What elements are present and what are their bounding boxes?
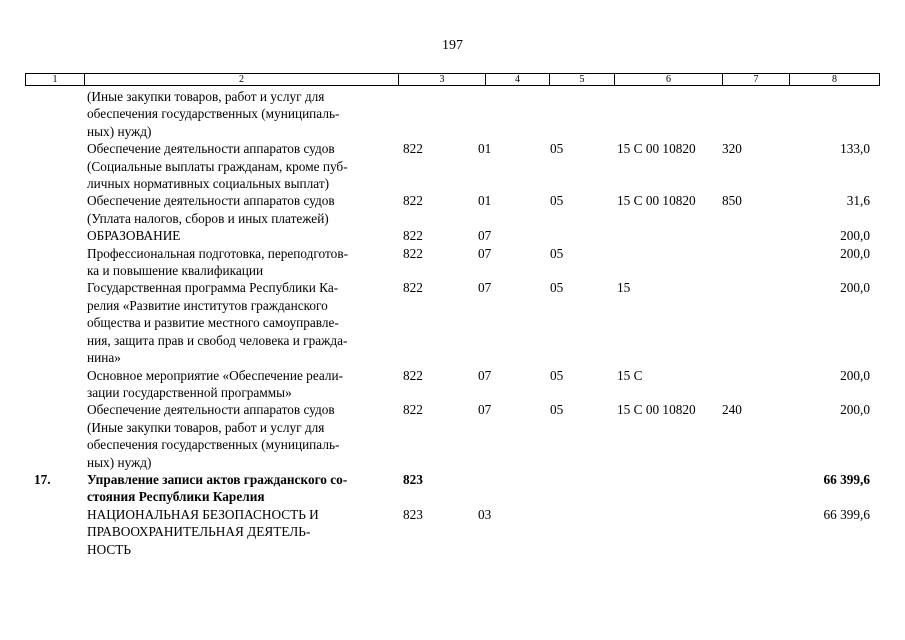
cell-expense-type: [722, 227, 788, 244]
row-name-line: Государственная программа Республики Ка-: [87, 280, 339, 296]
table-row: [25, 140, 880, 192]
cell-amount: [788, 88, 870, 140]
row-name-line: (Иные закупки товаров, работ и услуг для: [87, 89, 325, 104]
cell-target-article: 15: [617, 280, 631, 296]
cell-section: 07: [478, 245, 492, 261]
cell-section: 07: [478, 280, 492, 296]
row-name-line: Основное мероприятие «Обеспечение реали-: [87, 367, 344, 383]
cell-ministry: 823: [403, 506, 423, 522]
row-name-line: обеспечения государственных (муниципаль-: [87, 437, 340, 453]
row-name-line: обеспечения государственных (муниципаль-: [87, 106, 340, 122]
row-name: [84, 367, 398, 402]
cell-target-article: 15 С: [617, 367, 643, 383]
table-row: [25, 471, 880, 506]
cell-ministry: 822: [403, 193, 423, 209]
row-name-line: Обеспечение деятельности аппаратов судов: [87, 141, 335, 157]
row-number: [25, 227, 84, 244]
cell-section: 01: [478, 141, 492, 157]
row-name-line: (Социальные выплаты гражданам, кроме пуб-: [87, 158, 348, 174]
cell-expense-type: [722, 88, 788, 140]
cell-target-article: [617, 227, 722, 244]
table-row: [25, 506, 880, 558]
cell-section: 07: [478, 367, 492, 383]
cell-expense-type: [722, 471, 788, 506]
cell-ministry: 822: [403, 228, 423, 244]
cell-expense-type: [722, 367, 788, 402]
table-row: [25, 401, 880, 471]
row-name-line: ных) нужд): [87, 123, 152, 139]
cell-amount: 66 399,6: [823, 506, 870, 522]
cell-amount: 200,0: [840, 228, 870, 244]
cell-ministry: 822: [403, 402, 423, 418]
cell-target-article: 15 С 00 10820: [617, 193, 696, 209]
table-row: [25, 245, 880, 280]
row-name-line: нина»: [87, 350, 121, 366]
cell-subsection: [550, 88, 617, 140]
cell-amount: 31,6: [846, 193, 870, 209]
cell-ministry: 822: [403, 367, 423, 383]
cell-subsection: 05: [550, 141, 564, 157]
row-name: [84, 506, 398, 558]
row-name: [84, 140, 398, 192]
cell-expense-type: [722, 245, 788, 280]
row-name-line: стояния Республики Карелия: [87, 489, 265, 505]
row-name-line: ных) нужд): [87, 454, 152, 470]
table-row: [25, 367, 880, 402]
header-cell-5: 5: [550, 74, 615, 85]
header-cell-1: 1: [26, 74, 85, 85]
cell-target-article: 15 С 00 10820: [617, 402, 696, 418]
cell-target-article: [617, 471, 722, 506]
cell-subsection: 05: [550, 367, 564, 383]
row-name: [84, 227, 398, 244]
row-number: [25, 506, 84, 558]
cell-ministry: 823: [403, 471, 423, 487]
cell-section: 01: [478, 193, 492, 209]
cell-target-article: 15 С 00 10820: [617, 141, 696, 157]
row-name: [84, 279, 398, 366]
cell-subsection: [550, 471, 617, 506]
row-name-line: ПРАВООХРАНИТЕЛЬНАЯ ДЕЯТЕЛЬ-: [87, 524, 311, 540]
row-name-line: ка и повышение квалификации: [87, 263, 264, 279]
row-name-line: ОБРАЗОВАНИЕ: [87, 228, 181, 244]
row-number: [25, 279, 84, 366]
cell-subsection: 05: [550, 280, 564, 296]
cell-section: 03: [478, 506, 492, 522]
table-row: [25, 227, 880, 244]
cell-section: [478, 88, 550, 140]
row-name-line: личных нормативных социальных выплат): [87, 176, 330, 192]
row-name-line: НОСТЬ: [87, 541, 131, 557]
cell-expense-type: 320: [722, 141, 742, 157]
table-row: [25, 88, 880, 140]
row-name: [84, 192, 398, 227]
cell-expense-type: 240: [722, 402, 742, 418]
row-name-line: ния, защита прав и свобод человека и гражда-: [87, 332, 348, 348]
cell-section: 07: [478, 228, 492, 244]
row-name: [84, 401, 398, 471]
cell-section: [478, 471, 550, 506]
cell-expense-type: 850: [722, 193, 742, 209]
cell-target-article: [617, 245, 722, 280]
row-number: [25, 140, 84, 192]
row-name-line: зации государственной программы»: [87, 384, 292, 400]
row-name: [84, 88, 398, 140]
cell-ministry: 822: [403, 280, 423, 296]
cell-ministry: 822: [403, 245, 423, 261]
row-name-line: НАЦИОНАЛЬНАЯ БЕЗОПАСНОСТЬ И: [87, 506, 319, 522]
row-number: 17.: [34, 471, 51, 487]
header-cell-8: 8: [832, 74, 837, 85]
header-cell-6: 6: [615, 74, 723, 85]
cell-target-article: [617, 506, 722, 558]
cell-ministry: [398, 88, 478, 140]
cell-subsection: 05: [550, 402, 564, 418]
row-number: [25, 192, 84, 227]
header-cell-4: 4: [486, 74, 550, 85]
header-cell-7: 7: [723, 74, 790, 85]
cell-subsection: [550, 506, 617, 558]
cell-subsection: [550, 227, 617, 244]
header-cell-3: 3: [399, 74, 486, 85]
row-name-line: Обеспечение деятельности аппаратов судов: [87, 193, 335, 209]
cell-subsection: 05: [550, 193, 564, 209]
row-name: [84, 245, 398, 280]
table-row: [25, 279, 880, 366]
cell-amount: 200,0: [840, 280, 870, 296]
row-number: [25, 367, 84, 402]
row-name: [84, 471, 398, 506]
cell-section: 07: [478, 402, 492, 418]
row-number: [25, 88, 84, 140]
table-body: [25, 88, 880, 558]
table-header: [25, 73, 880, 86]
cell-subsection: 05: [550, 245, 564, 261]
table-row: [25, 192, 880, 227]
cell-expense-type: [722, 279, 788, 366]
header-cell-2: 2: [85, 74, 399, 85]
cell-amount: 66 399,6: [823, 471, 870, 487]
row-name-line: (Иные закупки товаров, работ и услуг для: [87, 419, 325, 435]
cell-amount: 133,0: [840, 141, 870, 157]
cell-amount: 200,0: [840, 245, 870, 261]
row-number: [25, 401, 84, 471]
cell-amount: 200,0: [840, 367, 870, 383]
cell-expense-type: [722, 506, 788, 558]
row-name-line: (Уплата налогов, сборов и иных платежей): [87, 210, 329, 226]
row-number: [25, 245, 84, 280]
row-name-line: релия «Развитие институтов гражданского: [87, 297, 328, 313]
cell-amount: 200,0: [840, 402, 870, 418]
cell-ministry: 822: [403, 141, 423, 157]
row-name-line: Профессиональная подготовка, переподготов-: [87, 245, 349, 261]
row-name-line: Управление записи актов гражданского со-: [87, 471, 348, 487]
row-name-line: Обеспечение деятельности аппаратов судов: [87, 402, 335, 418]
row-name-line: общества и развитие местного самоуправле-: [87, 315, 339, 331]
page-number: 197: [442, 38, 463, 53]
cell-target-article: [617, 88, 722, 140]
